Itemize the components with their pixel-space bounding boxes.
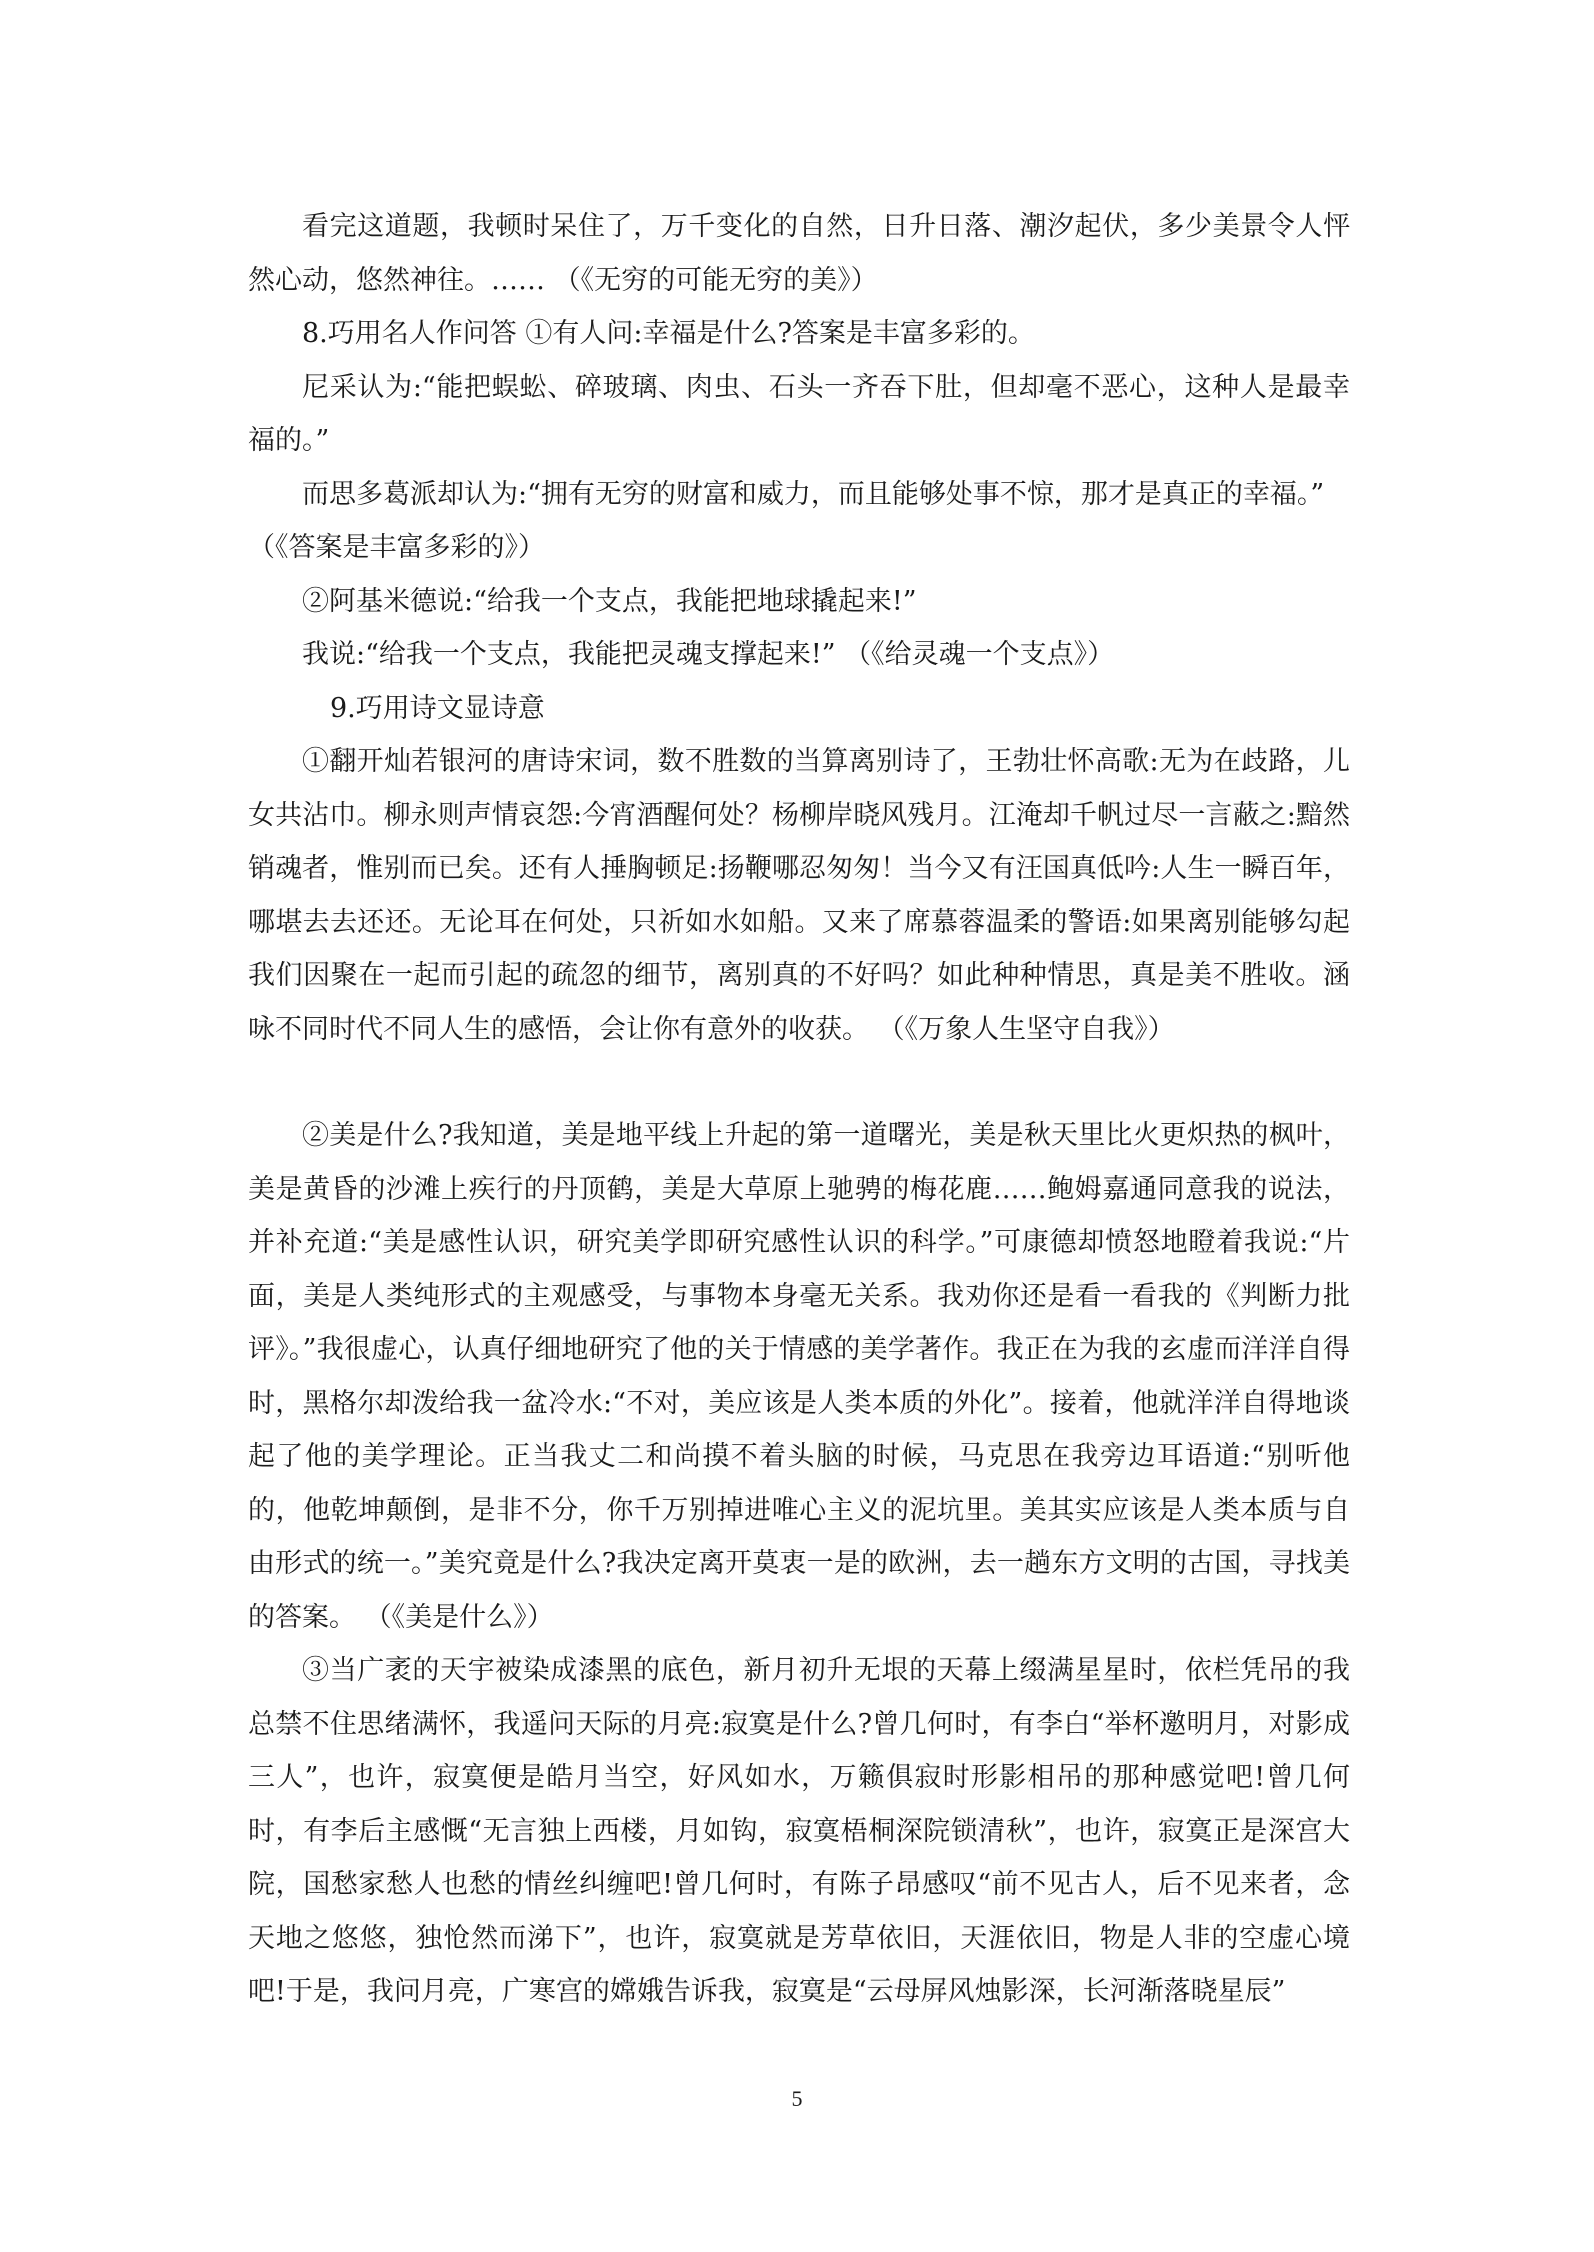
paragraph-9: ①翻开灿若银河的唐诗宋词，数不胜数的当算离别诗了，王勃壮怀高歌:无为在歧路，儿女共沾巾。柳永则声情哀怨:今宵酒醒何处？杨柳岸晓风残月。江淹却千帆过尽一言蔽之:黯然销魂者，惟别而已矣。还有人捶胸顿足:扬鞭哪忍匆匆！当今又有汪国真低吟:人生一瞬百年，哪堪去去还还。无论耳在何处，只祈如水如船。又来了席慕蓉温柔的警语:如果离别能够勾起我们因聚在一起而引起的疏忽的细节，离别真的不好吗？如此种种情思，真是美不胜收。涵咏不同时代不同人生的感悟，会让你有意外的收获。 （《万象人生坚守自我》） (248, 746, 1350, 1045)
paragraph-3: 尼采认为:“能把蜈蚣、碎玻璃、肉虫、石头一齐吞下肚，但却毫不恶心，这种人是最幸福的。” (248, 371, 1350, 456)
paragraph-4: 而思多葛派却认为:“拥有无穷的财富和威力，而且能够处事不惊，那才是真正的幸福。” (302, 478, 1325, 510)
paragraph-2: 8.巧用名人作问答 ①有人问:幸福是什么?答案是丰富多彩的。 (302, 318, 1035, 349)
paragraph-1: 看完这道题，我顿时呆住了，万千变化的自然，日升日落、潮汐起伏，多少美景令人怦然心动，悠然神往。…… （《无穷的可能无穷的美》） (248, 211, 1350, 296)
paragraph-6: ②阿基米德说:“给我一个支点，我能把地球撬起来!” (302, 585, 917, 617)
paragraph-10: ②美是什么?我知道，美是地平线上升起的第一道曙光，美是秋天里比火更炽热的枫叶，美是黄昏的沙滩上疾行的丹顶鹤，美是大草原上驰骋的梅花鹿……鲍姆嘉通同意我的说法，并补充道:“美是感性认识，研究美学即研究感性认识的科学。”可康德却愤怒地瞪着我说:“片面，美是人类纯形式的主观感受，与事物本身毫无关系。我劝你还是看一看我的《判断力批评》。”我很虚心，认真仔细地研究了他的关于情感的美学著作。我正在为我的玄虚而洋洋自得时，黑格尔却泼给我一盆冷水:“不对，美应该是人类本质的外化”。接着，他就洋洋自得地谈起了他的美学理论。正当我丈二和尚摸不着头脑的时候，马克思在我旁边耳语道:“别听他的，他乾坤颠倒，是非不分，你千万别掉进唯心主义的泥坑里。美其实应该是人类本质与自由形式的统一。”美究竟是什么?我决定离开莫衷一是的欧洲，去一趟东方文明的古国，寻找美的答案。 （《美是什么》） (248, 1120, 1350, 1633)
paragraph-11: ③当广袤的天宇被染成漆黑的底色，新月初升无垠的天幕上缀满星星时，依栏凭吊的我总禁不住思绪满怀，我遥问天际的月亮:寂寞是什么?曾几何时，有李白“举杯邀明月，对影成三人”，也许，寂寞便是皓月当空，好风如水，万籁俱寂时形影相吊的那种感觉吧!曾几何时，有李后主感慨“无言独上西楼，月如钩，寂寞梧桐深院锁清秋”，也许，寂寞正是深宫大院，国愁家愁人也愁的情丝纠缠吧!曾几何时，有陈子昂感叹“前不见古人，后不见来者，念天地之悠悠，独怆然而涕下”，也许，寂寞就是芳草依旧，天涯依旧，物是人非的空虚心境吧!于是，我问月亮，广寒宫的嫦娥告诉我，寂寞是“云母屏风烛影深，长河渐落晓星辰” (248, 1655, 1350, 2007)
paragraph-8: 9.巧用诗文显诗意 (330, 692, 545, 724)
document-body (248, 200, 1350, 2019)
page-number: 5 (791, 2086, 803, 2111)
paragraph-gap (248, 1056, 1350, 1109)
paragraph-5: （《答案是丰富多彩的》） (248, 532, 545, 563)
paragraph-7: 我说:“给我一个支点，我能把灵魂支撑起来!” （《给灵魂一个支点》） (302, 639, 1115, 670)
